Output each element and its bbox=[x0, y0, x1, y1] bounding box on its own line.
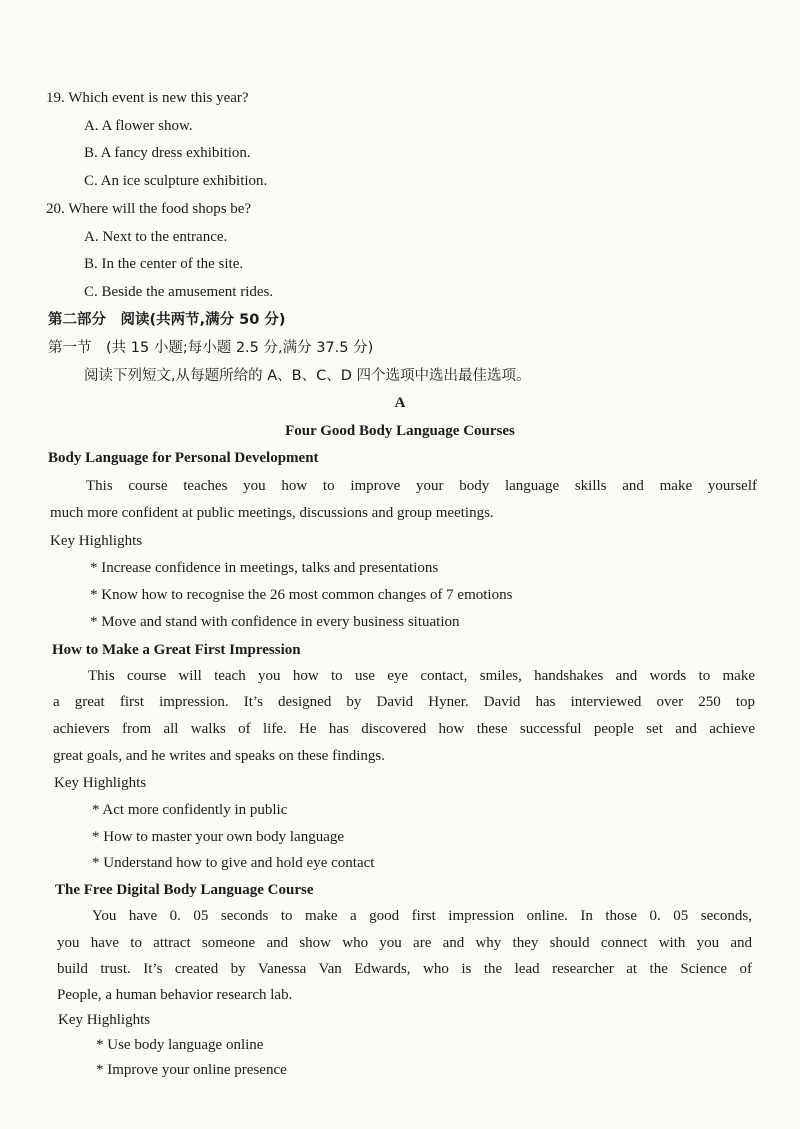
course-2-text-line-3: achievers from all walks of life. He has discovered how these successful people set and achieve bbox=[53, 721, 755, 737]
reading-instruction: 阅读下列短文,从每题所给的 A、B、C、D 四个选项中选出最佳选项。 bbox=[84, 368, 531, 384]
course-1-highlight-3: * Move and stand with confidence in every business situation bbox=[90, 614, 460, 630]
course-2-highlights-label: Key Highlights bbox=[54, 775, 147, 791]
course-3-text-line-3: build trust. It’s created by Vanessa Van Edwards, who is the lead researcher at the Science of bbox=[57, 961, 752, 977]
course-2-highlight-3: * Understand how to give and hold eye contact bbox=[92, 855, 375, 871]
course-3-text-line-4: People, a human behavior research lab. bbox=[57, 987, 293, 1003]
q19-option-c: C. An ice sculpture exhibition. bbox=[84, 173, 268, 189]
q20-option-a: A. Next to the entrance. bbox=[84, 229, 228, 245]
course-2-heading: How to Make a Great First Impression bbox=[52, 642, 301, 658]
question-19: 19. Which event is new this year? bbox=[46, 90, 249, 106]
course-2-text-line-2: a great first impression. It’s designed by David Hyner. David has interviewed over 250 top bbox=[53, 694, 755, 710]
q20-option-b: B. In the center of the site. bbox=[84, 256, 244, 272]
passage-letter: A bbox=[394, 395, 406, 411]
course-1-highlight-2: * Know how to recognise the 26 most common changes of 7 emotions bbox=[90, 587, 513, 603]
course-1-highlight-1: * Increase confidence in meetings, talks and presentations bbox=[90, 560, 439, 576]
q20-option-c: C. Beside the amusement rides. bbox=[84, 284, 274, 300]
section1-heading: 第一节 (共 15 小题;每小题 2.5 分,满分 37.5 分) bbox=[48, 340, 374, 356]
course-2-highlight-1: * Act more confidently in public bbox=[92, 802, 288, 818]
course-1-text-line-1: This course teaches you how to improve your body language skills and make yourself bbox=[86, 478, 757, 494]
q19-option-b: B. A fancy dress exhibition. bbox=[84, 145, 251, 161]
course-2-text-line-1: This course will teach you how to use eye contact, smiles, handshakes and words to make bbox=[88, 668, 755, 684]
course-3-text-line-1: You have 0. 05 seconds to make a good first impression online. In those 0. 05 seconds, bbox=[92, 908, 752, 924]
course-3-highlight-1: * Use body language online bbox=[96, 1037, 264, 1053]
course-1-heading: Body Language for Personal Development bbox=[48, 450, 319, 466]
question-20: 20. Where will the food shops be? bbox=[46, 201, 252, 217]
course-3-heading: The Free Digital Body Language Course bbox=[55, 882, 314, 898]
course-3-highlights-label: Key Highlights bbox=[58, 1012, 151, 1028]
part2-heading: 第二部分 阅读(共两节,满分 50 分) bbox=[48, 312, 286, 328]
course-3-highlight-2: * Improve your online presence bbox=[96, 1062, 287, 1078]
course-3-text-line-2: you have to attract someone and show who you are and why they should connect with you and bbox=[57, 935, 752, 951]
course-1-highlights-label: Key Highlights bbox=[50, 533, 143, 549]
course-2-highlight-2: * How to master your own body language bbox=[92, 829, 345, 845]
q19-option-a: A. A flower show. bbox=[84, 118, 193, 134]
passage-title: Four Good Body Language Courses bbox=[285, 423, 515, 439]
course-1-text-line-2: much more confident at public meetings, discussions and group meetings. bbox=[50, 505, 494, 521]
course-2-text-line-4: great goals, and he writes and speaks on these findings. bbox=[53, 748, 385, 764]
